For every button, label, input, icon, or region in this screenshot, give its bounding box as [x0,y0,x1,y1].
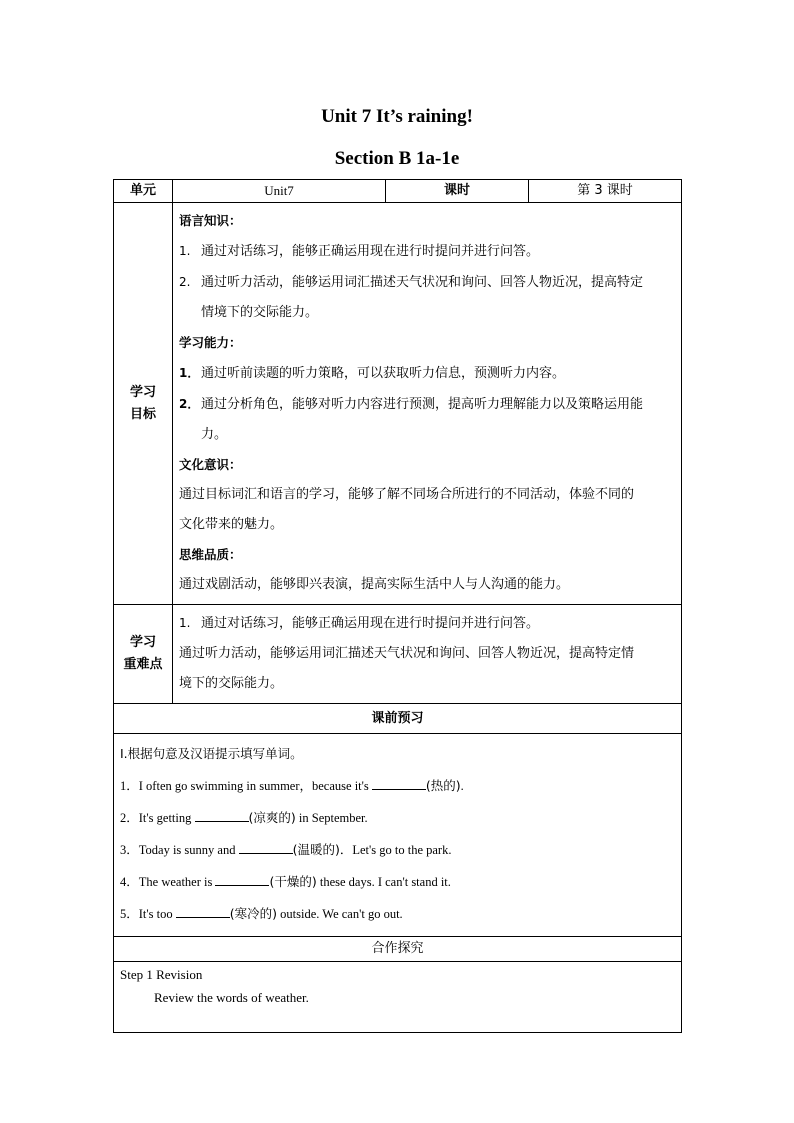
language-knowledge-heading: 语言知识： [179,213,242,228]
lesson-plan-table [113,179,682,1033]
preview-heading-row [114,704,682,734]
step-1-detail: Review the words of weather. [154,990,309,1005]
unit-value: Unit7 [173,180,386,203]
key-points-label-line-1: 学习 [129,635,156,650]
unit-label: 单元 [114,180,173,203]
objectives-content [173,203,682,605]
learning-ability-heading: 学习能力： [179,335,242,350]
cooperation-heading-row [114,937,682,962]
step-1-title: Step 1 Revision [120,967,203,982]
header-row [114,180,682,203]
cultural-awareness-heading: 文化意识： [179,457,242,472]
cooperation-content [114,962,682,1033]
key-point-item-1: 1. 通过对话练习，能够正确运用现在进行时提问并进行问答。 [179,616,540,631]
blank-line[interactable] [239,843,293,854]
blank-line[interactable] [195,811,249,822]
key-points-row [114,605,682,704]
preview-content [114,734,682,937]
key-points-label-line-2: 重难点 [123,657,163,672]
exercise-3: 3．Today is sunny and (温暖的)．Let's go to the park. [120,842,452,857]
ability-item-1: 1． 通过听前读题的听力策略，可以获取听力信息，预测听力内容。 [179,366,566,381]
blank-line[interactable] [372,779,426,790]
exercise-2: 2．It's getting (凉爽的) in September. [120,810,368,825]
exercise-1: 1．I often go swimming in summer，because it's (热的). [120,778,464,793]
objectives-label-line-2: 目标 [129,406,156,422]
preview-instruction: Ⅰ.根据句意及汉语提示填写单词。 [120,746,303,761]
preview-heading: 课前预习 [114,704,682,734]
thinking-quality-heading: 思维品质： [179,547,242,562]
section-title: Section B 1a-1e [334,148,460,169]
blank-line[interactable] [215,875,269,886]
exercise-4: 4．The weather is (干燥的) these days. I can't stand it. [120,874,451,889]
key-point-text-2: 境下的交际能力。 [179,676,284,691]
cooperation-row [114,962,682,1033]
language-item-1: 1. 通过对话练习，能够正确运用现在进行时提问并进行问答。 [179,244,540,259]
blank-line[interactable] [176,907,230,918]
key-point-text-1: 通过听力活动，能够运用词汇描述天气状况和询问、回答人物近况，提高特定情 [179,646,635,661]
document-title: Unit 7 It’s raining! [321,106,473,127]
cooperation-heading: 合作探究 [114,937,682,962]
language-item-2: 2. 通过听力活动，能够运用词汇描述天气状况和询问、回答人物近况，提高特定 [179,275,644,290]
objectives-label [114,203,173,605]
objectives-row [114,203,682,605]
language-item-2-cont: 情境下的交际能力。 [201,305,319,320]
key-points-label [114,605,173,704]
ability-item-2-cont: 力。 [201,427,228,442]
period-value: 第 3 课时 [529,180,682,203]
exercise-5: 5．It's too (寒冷的) outside. We can't go out. [120,906,403,921]
preview-row [114,734,682,937]
culture-text-2: 文化带来的魅力。 [179,517,284,532]
ability-item-2: 2． 通过分析角色，能够对听力内容进行预测，提高听力理解能力以及策略运用能 [179,397,644,412]
objectives-label-line-1: 学习 [129,384,156,400]
period-label: 课时 [386,180,529,203]
culture-text-1: 通过目标词汇和语言的学习，能够了解不同场合所进行的不同活动，体验不同的 [179,487,635,502]
key-points-content [173,605,682,704]
thinking-text: 通过戏剧活动，能够即兴表演，提高实际生活中人与人沟通的能力。 [179,577,570,592]
